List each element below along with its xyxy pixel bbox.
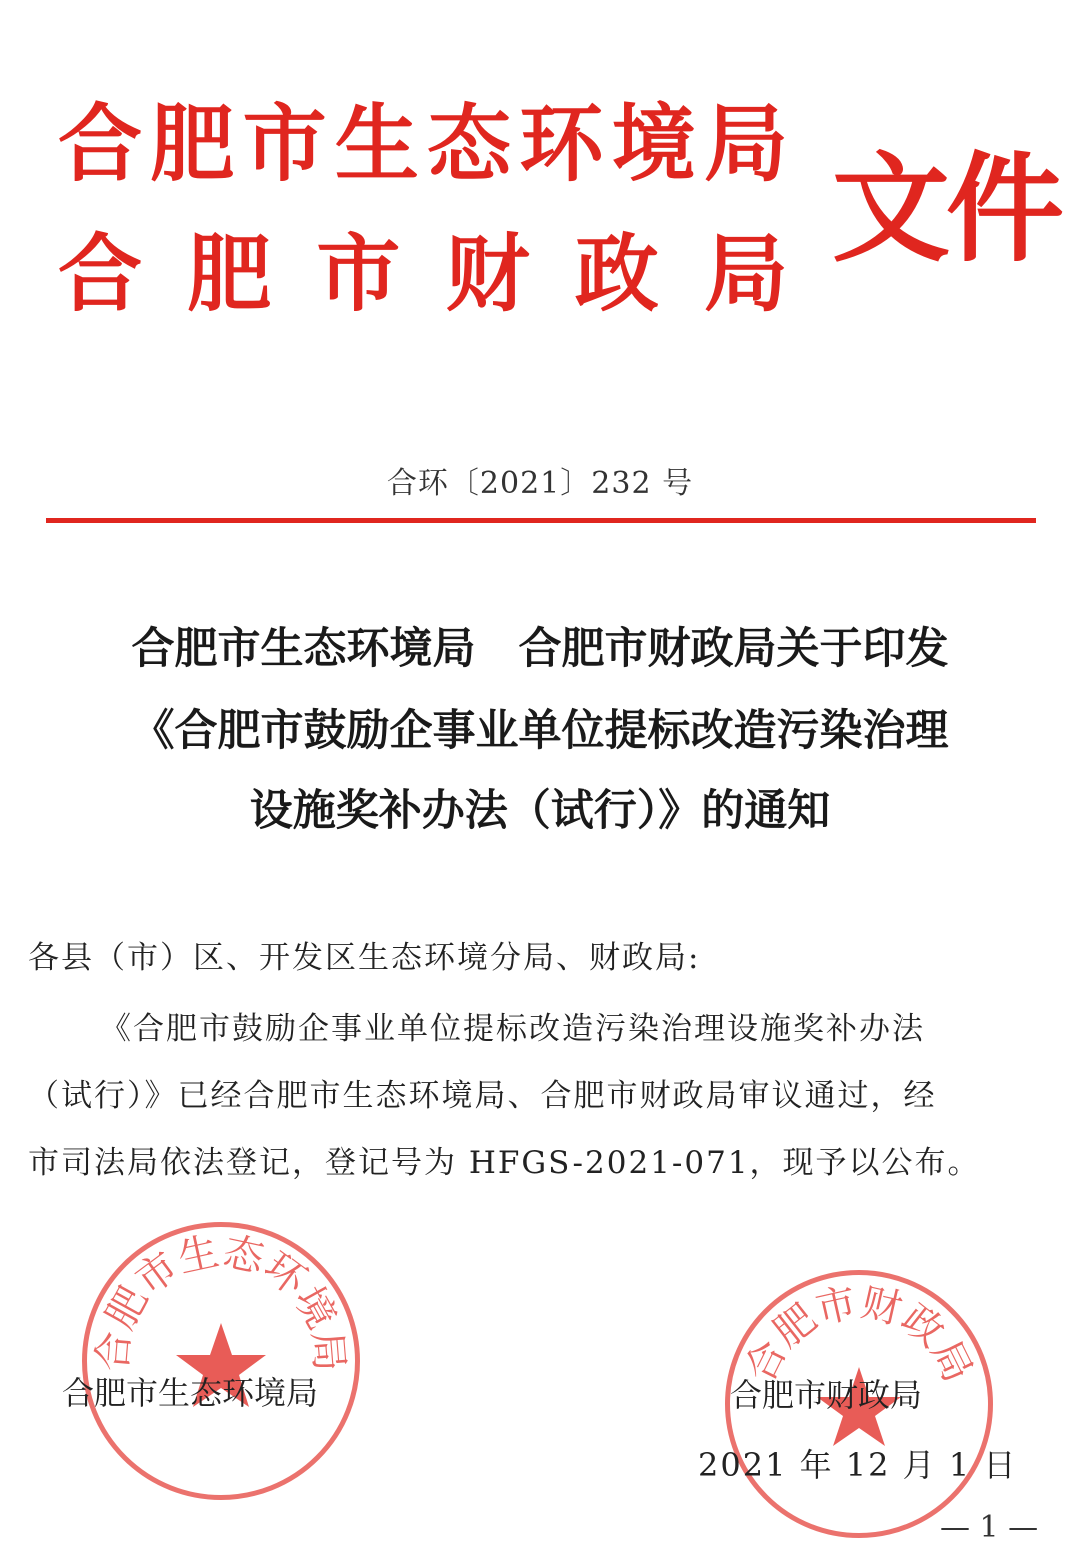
header-char: 肥 bbox=[187, 224, 272, 323]
header-org-environment bbox=[58, 94, 788, 193]
title-line-1: 合肥市生态环境局 合肥市财政局关于印发 bbox=[131, 624, 949, 674]
red-divider bbox=[46, 518, 1036, 523]
header-char: 局 bbox=[703, 224, 788, 323]
header-char: 局 bbox=[703, 94, 788, 193]
header-doc-type: 文件 bbox=[832, 139, 1061, 278]
header-char: 环 bbox=[519, 94, 604, 193]
header-char: 市 bbox=[316, 224, 401, 323]
svg-text:合肥市财政局: 合肥市财政局 bbox=[737, 1279, 981, 1390]
signature-environment: 合肥市生态环境局 bbox=[62, 1374, 319, 1412]
issue-date: 2021 年 12 月 1 日 bbox=[698, 1446, 1018, 1484]
header-char: 肥 bbox=[150, 94, 235, 193]
header-char: 政 bbox=[574, 224, 659, 323]
body-line-3: 市司法局依法登记，登记号为 HFGS-2021-071，现予以公布。 bbox=[28, 1145, 981, 1181]
official-seal-environment bbox=[82, 1222, 360, 1500]
header-char: 生 bbox=[334, 94, 419, 193]
page-number: — 1 — bbox=[940, 1510, 1039, 1545]
body-line-1: 《合肥市鼓励企事业单位提标改造污染治理设施奖补办法 bbox=[100, 1011, 925, 1047]
header-char: 境 bbox=[611, 94, 696, 193]
header-char: 合 bbox=[58, 94, 143, 193]
signature-finance: 合肥市财政局 bbox=[730, 1376, 923, 1414]
body-line-2: （试行）》已经合肥市生态环境局、合肥市财政局审议通过，经 bbox=[28, 1078, 937, 1114]
header-char: 市 bbox=[242, 94, 327, 193]
header-org-finance bbox=[58, 224, 788, 323]
header-char: 态 bbox=[427, 94, 512, 193]
title-line-3: 设施奖补办法（试行）》的通知 bbox=[249, 786, 831, 836]
document-number: 合环〔2021〕232 号 bbox=[386, 466, 694, 501]
header-char: 合 bbox=[58, 224, 143, 323]
title-line-2: 《合肥市鼓励企事业单位提标改造污染治理 bbox=[131, 706, 949, 756]
header-char: 财 bbox=[445, 224, 530, 323]
svg-text:合肥市生态环境局: 合肥市生态环境局 bbox=[89, 1228, 353, 1374]
addressee: 各县（市）区、开发区生态环境分局、财政局: bbox=[28, 940, 701, 976]
